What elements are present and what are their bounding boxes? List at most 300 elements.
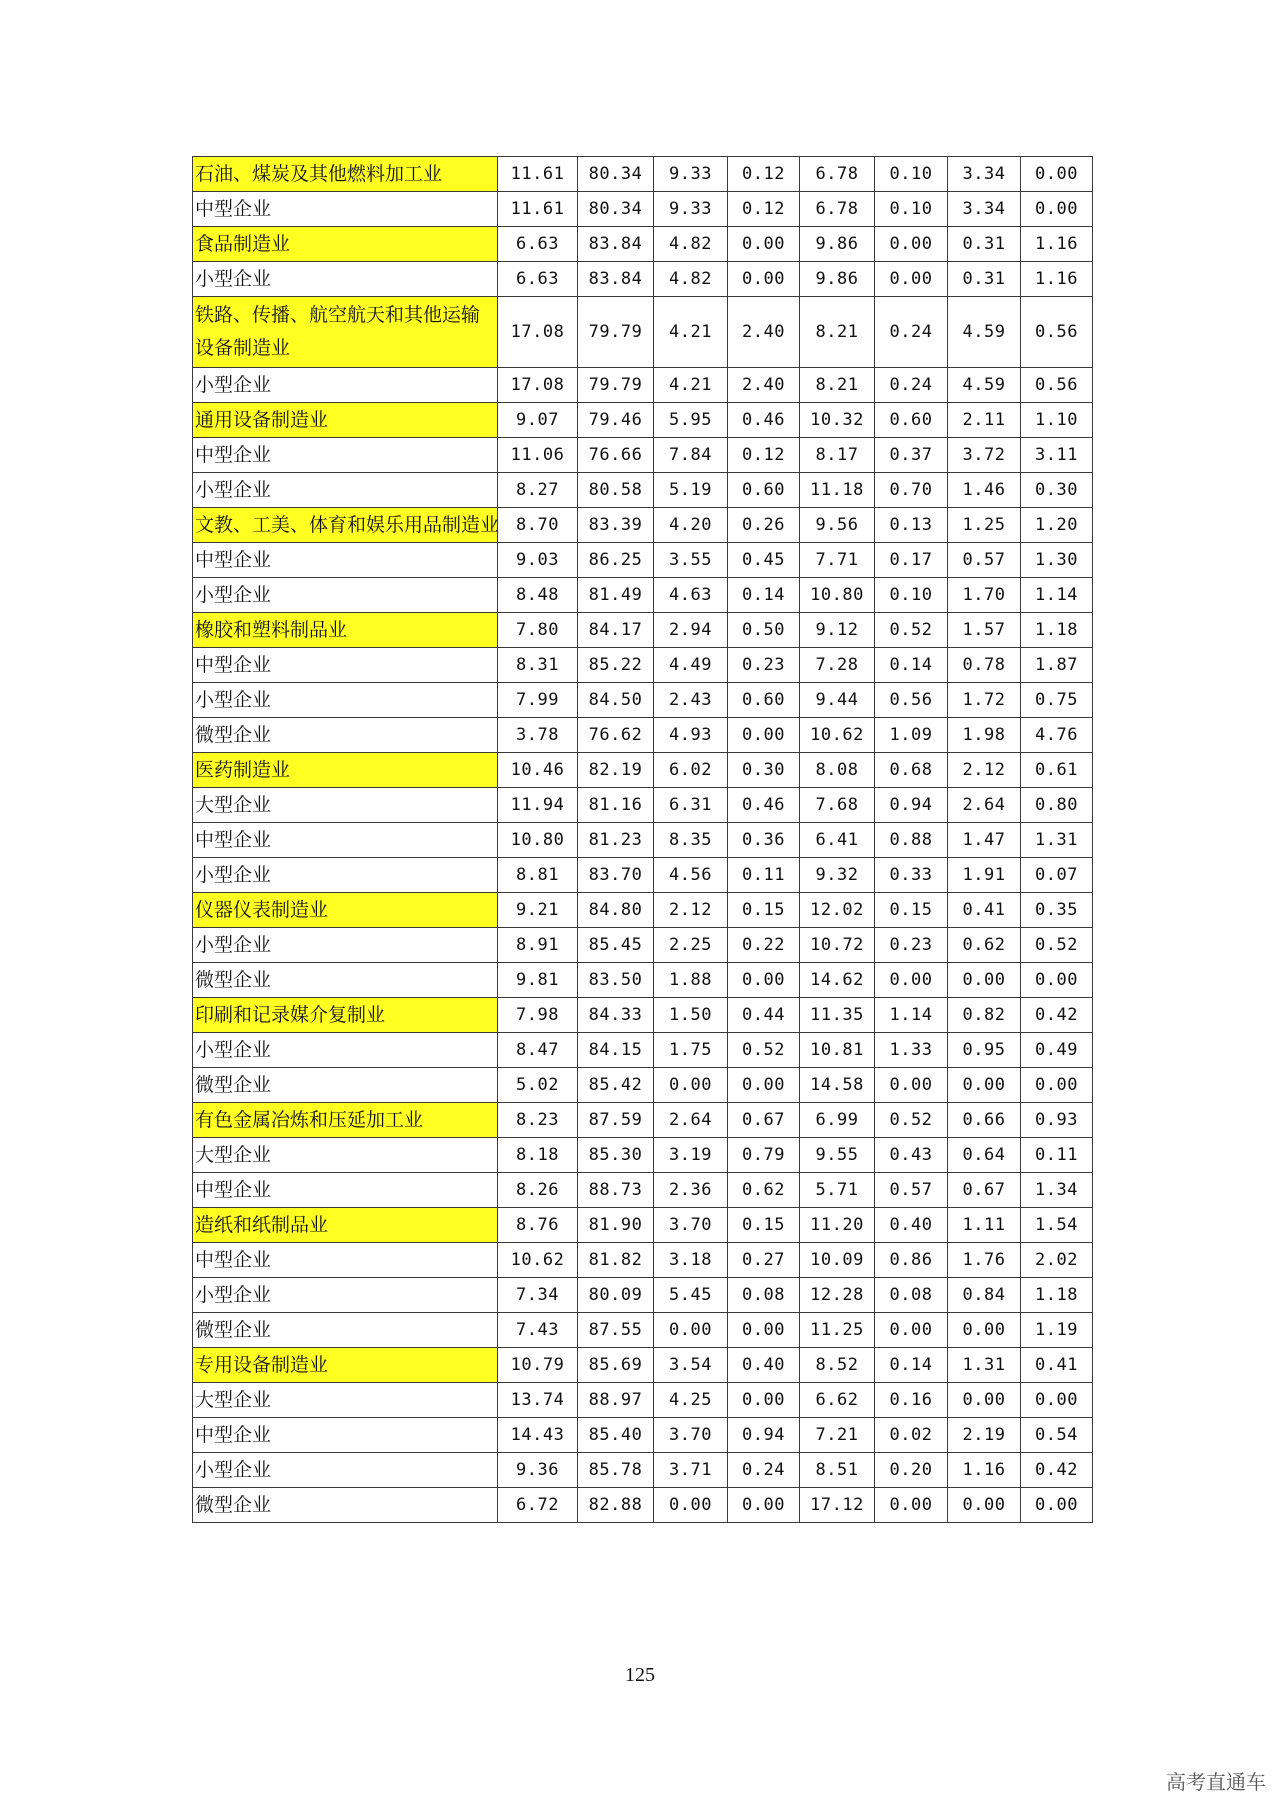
value-cell: 6.99	[800, 1103, 875, 1138]
value-cell: 17.08	[498, 368, 578, 403]
value-cell: 2.64	[948, 788, 1021, 823]
table-row	[193, 1278, 1093, 1313]
value-cell: 9.86	[800, 227, 875, 262]
value-cell: 5.95	[654, 403, 728, 438]
industry-name-cell: 橡胶和塑料制品业	[193, 613, 498, 648]
value-cell: 10.72	[800, 928, 875, 963]
value-cell: 0.78	[948, 648, 1021, 683]
value-cell: 0.60	[728, 473, 800, 508]
value-cell: 4.49	[654, 648, 728, 683]
value-cell: 17.12	[800, 1488, 875, 1523]
enterprise-size-cell: 大型企业	[193, 1138, 498, 1173]
value-cell: 10.62	[498, 1243, 578, 1278]
value-cell: 1.25	[948, 508, 1021, 543]
enterprise-size-cell: 小型企业	[193, 858, 498, 893]
value-cell: 3.78	[498, 718, 578, 753]
value-cell: 0.11	[728, 858, 800, 893]
value-cell: 14.62	[800, 963, 875, 998]
value-cell: 0.88	[875, 823, 948, 858]
industry-name-cell: 铁路、传播、航空航天和其他运输设备制造业	[193, 297, 498, 368]
value-cell: 7.99	[498, 683, 578, 718]
enterprise-size-cell: 微型企业	[193, 1068, 498, 1103]
value-cell: 8.70	[498, 508, 578, 543]
value-cell: 6.31	[654, 788, 728, 823]
value-cell: 10.62	[800, 718, 875, 753]
value-cell: 0.62	[728, 1173, 800, 1208]
enterprise-size-cell: 中型企业	[193, 438, 498, 473]
value-cell: 9.56	[800, 508, 875, 543]
value-cell: 79.79	[578, 368, 654, 403]
value-cell: 10.32	[800, 403, 875, 438]
enterprise-size-cell: 中型企业	[193, 648, 498, 683]
value-cell: 1.54	[1021, 1208, 1093, 1243]
value-cell: 0.00	[728, 718, 800, 753]
value-cell: 8.51	[800, 1453, 875, 1488]
value-cell: 8.21	[800, 297, 875, 368]
value-cell: 0.15	[875, 893, 948, 928]
value-cell: 2.11	[948, 403, 1021, 438]
value-cell: 81.49	[578, 578, 654, 613]
value-cell: 4.82	[654, 262, 728, 297]
value-cell: 0.67	[728, 1103, 800, 1138]
value-cell: 0.42	[1021, 1453, 1093, 1488]
value-cell: 0.12	[728, 192, 800, 227]
value-cell: 1.14	[875, 998, 948, 1033]
value-cell: 0.80	[1021, 788, 1093, 823]
value-cell: 9.44	[800, 683, 875, 718]
value-cell: 0.61	[1021, 753, 1093, 788]
value-cell: 1.09	[875, 718, 948, 753]
value-cell: 2.02	[1021, 1243, 1093, 1278]
value-cell: 8.35	[654, 823, 728, 858]
value-cell: 0.23	[728, 648, 800, 683]
value-cell: 8.08	[800, 753, 875, 788]
value-cell: 11.61	[498, 157, 578, 192]
value-cell: 0.70	[875, 473, 948, 508]
value-cell: 0.52	[875, 1103, 948, 1138]
value-cell: 9.55	[800, 1138, 875, 1173]
enterprise-size-cell: 微型企业	[193, 718, 498, 753]
value-cell: 83.70	[578, 858, 654, 893]
value-cell: 7.21	[800, 1418, 875, 1453]
value-cell: 87.59	[578, 1103, 654, 1138]
value-cell: 1.75	[654, 1033, 728, 1068]
value-cell: 0.68	[875, 753, 948, 788]
value-cell: 0.10	[875, 192, 948, 227]
value-cell: 0.84	[948, 1278, 1021, 1313]
industry-name-cell: 造纸和纸制品业	[193, 1208, 498, 1243]
value-cell: 0.36	[728, 823, 800, 858]
value-cell: 0.16	[875, 1383, 948, 1418]
industry-row	[193, 753, 1093, 788]
value-cell: 88.97	[578, 1383, 654, 1418]
value-cell: 82.88	[578, 1488, 654, 1523]
value-cell: 10.46	[498, 753, 578, 788]
value-cell: 1.11	[948, 1208, 1021, 1243]
page-number: 125	[625, 1664, 655, 1686]
value-cell: 1.72	[948, 683, 1021, 718]
value-cell: 84.33	[578, 998, 654, 1033]
value-cell: 9.33	[654, 157, 728, 192]
value-cell: 0.57	[875, 1173, 948, 1208]
table-row	[193, 578, 1093, 613]
value-cell: 0.02	[875, 1418, 948, 1453]
value-cell: 6.63	[498, 227, 578, 262]
table-row	[193, 928, 1093, 963]
value-cell: 0.40	[728, 1348, 800, 1383]
value-cell: 0.52	[875, 613, 948, 648]
table-row	[193, 1418, 1093, 1453]
value-cell: 0.57	[948, 543, 1021, 578]
value-cell: 5.71	[800, 1173, 875, 1208]
value-cell: 9.07	[498, 403, 578, 438]
industry-row	[193, 998, 1093, 1033]
value-cell: 1.91	[948, 858, 1021, 893]
enterprise-size-cell: 中型企业	[193, 1243, 498, 1278]
enterprise-size-cell: 小型企业	[193, 1033, 498, 1068]
value-cell: 85.30	[578, 1138, 654, 1173]
value-cell: 0.00	[948, 1488, 1021, 1523]
enterprise-size-cell: 大型企业	[193, 788, 498, 823]
table-row	[193, 1453, 1093, 1488]
value-cell: 2.12	[948, 753, 1021, 788]
value-cell: 80.09	[578, 1278, 654, 1313]
value-cell: 3.19	[654, 1138, 728, 1173]
value-cell: 0.45	[728, 543, 800, 578]
value-cell: 9.21	[498, 893, 578, 928]
value-cell: 0.00	[1021, 963, 1093, 998]
value-cell: 79.46	[578, 403, 654, 438]
data-table	[192, 156, 1093, 1523]
value-cell: 10.09	[800, 1243, 875, 1278]
value-cell: 86.25	[578, 543, 654, 578]
value-cell: 82.19	[578, 753, 654, 788]
value-cell: 1.16	[948, 1453, 1021, 1488]
value-cell: 0.40	[875, 1208, 948, 1243]
value-cell: 4.82	[654, 227, 728, 262]
value-cell: 8.48	[498, 578, 578, 613]
value-cell: 1.50	[654, 998, 728, 1033]
value-cell: 0.22	[728, 928, 800, 963]
enterprise-size-cell: 大型企业	[193, 1383, 498, 1418]
value-cell: 1.98	[948, 718, 1021, 753]
value-cell: 0.30	[1021, 473, 1093, 508]
value-cell: 6.02	[654, 753, 728, 788]
value-cell: 0.56	[1021, 297, 1093, 368]
value-cell: 9.32	[800, 858, 875, 893]
table-body	[193, 157, 1093, 1523]
table-row	[193, 1313, 1093, 1348]
enterprise-size-cell: 小型企业	[193, 683, 498, 718]
value-cell: 1.10	[1021, 403, 1093, 438]
value-cell: 2.40	[728, 368, 800, 403]
value-cell: 84.50	[578, 683, 654, 718]
value-cell: 7.98	[498, 998, 578, 1033]
value-cell: 0.00	[728, 227, 800, 262]
value-cell: 4.59	[948, 368, 1021, 403]
value-cell: 10.81	[800, 1033, 875, 1068]
value-cell: 0.07	[1021, 858, 1093, 893]
enterprise-size-cell: 小型企业	[193, 262, 498, 297]
value-cell: 17.08	[498, 297, 578, 368]
industry-name-cell: 医药制造业	[193, 753, 498, 788]
value-cell: 10.80	[800, 578, 875, 613]
value-cell: 80.34	[578, 157, 654, 192]
value-cell: 8.18	[498, 1138, 578, 1173]
enterprise-size-cell: 小型企业	[193, 928, 498, 963]
value-cell: 13.74	[498, 1383, 578, 1418]
value-cell: 3.18	[654, 1243, 728, 1278]
value-cell: 8.23	[498, 1103, 578, 1138]
value-cell: 84.17	[578, 613, 654, 648]
value-cell: 0.35	[1021, 893, 1093, 928]
value-cell: 0.10	[875, 578, 948, 613]
value-cell: 7.80	[498, 613, 578, 648]
value-cell: 0.08	[728, 1278, 800, 1313]
value-cell: 0.66	[948, 1103, 1021, 1138]
value-cell: 0.12	[728, 157, 800, 192]
table-row	[193, 438, 1093, 473]
value-cell: 0.41	[1021, 1348, 1093, 1383]
value-cell: 0.00	[654, 1488, 728, 1523]
value-cell: 1.14	[1021, 578, 1093, 613]
enterprise-size-cell: 小型企业	[193, 578, 498, 613]
value-cell: 0.00	[875, 963, 948, 998]
table-row	[193, 648, 1093, 683]
table-row	[193, 823, 1093, 858]
value-cell: 3.54	[654, 1348, 728, 1383]
value-cell: 1.46	[948, 473, 1021, 508]
table-row	[193, 1243, 1093, 1278]
value-cell: 3.70	[654, 1208, 728, 1243]
value-cell: 5.19	[654, 473, 728, 508]
value-cell: 0.75	[1021, 683, 1093, 718]
value-cell: 1.18	[1021, 613, 1093, 648]
table-row	[193, 262, 1093, 297]
value-cell: 1.20	[1021, 508, 1093, 543]
value-cell: 85.22	[578, 648, 654, 683]
enterprise-size-cell: 中型企业	[193, 543, 498, 578]
industry-row	[193, 403, 1093, 438]
value-cell: 0.67	[948, 1173, 1021, 1208]
value-cell: 4.21	[654, 297, 728, 368]
table-row	[193, 1173, 1093, 1208]
industry-name-cell: 文教、工美、体育和娱乐用品制造业	[193, 508, 498, 543]
value-cell: 0.00	[875, 1068, 948, 1103]
value-cell: 2.36	[654, 1173, 728, 1208]
value-cell: 0.49	[1021, 1033, 1093, 1068]
value-cell: 0.00	[1021, 1068, 1093, 1103]
value-cell: 0.27	[728, 1243, 800, 1278]
value-cell: 8.91	[498, 928, 578, 963]
value-cell: 76.62	[578, 718, 654, 753]
industry-name-cell: 印刷和记录媒介复制业	[193, 998, 498, 1033]
value-cell: 0.95	[948, 1033, 1021, 1068]
value-cell: 4.21	[654, 368, 728, 403]
value-cell: 0.00	[728, 1488, 800, 1523]
table-row	[193, 473, 1093, 508]
value-cell: 10.79	[498, 1348, 578, 1383]
value-cell: 0.12	[728, 438, 800, 473]
value-cell: 0.00	[948, 1313, 1021, 1348]
value-cell: 7.84	[654, 438, 728, 473]
value-cell: 85.42	[578, 1068, 654, 1103]
table-row	[193, 963, 1093, 998]
value-cell: 2.43	[654, 683, 728, 718]
value-cell: 11.94	[498, 788, 578, 823]
value-cell: 8.76	[498, 1208, 578, 1243]
value-cell: 12.28	[800, 1278, 875, 1313]
value-cell: 1.87	[1021, 648, 1093, 683]
value-cell: 0.79	[728, 1138, 800, 1173]
value-cell: 11.25	[800, 1313, 875, 1348]
value-cell: 4.63	[654, 578, 728, 613]
value-cell: 8.81	[498, 858, 578, 893]
value-cell: 7.28	[800, 648, 875, 683]
industry-name-cell: 通用设备制造业	[193, 403, 498, 438]
value-cell: 0.00	[728, 1383, 800, 1418]
value-cell: 0.93	[1021, 1103, 1093, 1138]
value-cell: 0.17	[875, 543, 948, 578]
industry-row	[193, 297, 1093, 368]
value-cell: 9.36	[498, 1453, 578, 1488]
value-cell: 1.30	[1021, 543, 1093, 578]
value-cell: 84.80	[578, 893, 654, 928]
enterprise-size-cell: 小型企业	[193, 1278, 498, 1313]
value-cell: 0.43	[875, 1138, 948, 1173]
value-cell: 5.02	[498, 1068, 578, 1103]
value-cell: 11.35	[800, 998, 875, 1033]
value-cell: 2.40	[728, 297, 800, 368]
value-cell: 9.12	[800, 613, 875, 648]
value-cell: 0.50	[728, 613, 800, 648]
value-cell: 6.41	[800, 823, 875, 858]
value-cell: 3.70	[654, 1418, 728, 1453]
value-cell: 8.27	[498, 473, 578, 508]
value-cell: 1.18	[1021, 1278, 1093, 1313]
industry-name-cell: 食品制造业	[193, 227, 498, 262]
value-cell: 0.14	[875, 648, 948, 683]
value-cell: 2.19	[948, 1418, 1021, 1453]
value-cell: 0.00	[1021, 157, 1093, 192]
value-cell: 1.57	[948, 613, 1021, 648]
table-row	[193, 718, 1093, 753]
value-cell: 0.00	[1021, 1488, 1093, 1523]
value-cell: 11.61	[498, 192, 578, 227]
value-cell: 0.94	[728, 1418, 800, 1453]
value-cell: 12.02	[800, 893, 875, 928]
value-cell: 0.31	[948, 227, 1021, 262]
value-cell: 83.84	[578, 227, 654, 262]
value-cell: 0.60	[728, 683, 800, 718]
value-cell: 0.00	[1021, 192, 1093, 227]
value-cell: 0.14	[875, 1348, 948, 1383]
table-row	[193, 1383, 1093, 1418]
value-cell: 14.43	[498, 1418, 578, 1453]
value-cell: 0.14	[728, 578, 800, 613]
value-cell: 1.16	[1021, 227, 1093, 262]
enterprise-size-cell: 小型企业	[193, 473, 498, 508]
value-cell: 84.15	[578, 1033, 654, 1068]
value-cell: 0.00	[1021, 1383, 1093, 1418]
value-cell: 9.86	[800, 262, 875, 297]
value-cell: 0.11	[1021, 1138, 1093, 1173]
value-cell: 0.00	[948, 1068, 1021, 1103]
value-cell: 7.71	[800, 543, 875, 578]
value-cell: 2.12	[654, 893, 728, 928]
value-cell: 14.58	[800, 1068, 875, 1103]
value-cell: 0.15	[728, 1208, 800, 1243]
value-cell: 85.69	[578, 1348, 654, 1383]
value-cell: 3.55	[654, 543, 728, 578]
value-cell: 0.00	[654, 1313, 728, 1348]
value-cell: 0.37	[875, 438, 948, 473]
value-cell: 11.06	[498, 438, 578, 473]
value-cell: 1.19	[1021, 1313, 1093, 1348]
value-cell: 6.78	[800, 192, 875, 227]
value-cell: 0.24	[728, 1453, 800, 1488]
value-cell: 83.39	[578, 508, 654, 543]
value-cell: 1.47	[948, 823, 1021, 858]
enterprise-size-cell: 中型企业	[193, 1418, 498, 1453]
enterprise-size-cell: 微型企业	[193, 963, 498, 998]
value-cell: 0.00	[728, 1068, 800, 1103]
value-cell: 0.13	[875, 508, 948, 543]
value-cell: 88.73	[578, 1173, 654, 1208]
value-cell: 8.31	[498, 648, 578, 683]
value-cell: 87.55	[578, 1313, 654, 1348]
value-cell: 1.16	[1021, 262, 1093, 297]
industry-row	[193, 613, 1093, 648]
value-cell: 0.64	[948, 1138, 1021, 1173]
value-cell: 0.30	[728, 753, 800, 788]
value-cell: 0.42	[1021, 998, 1093, 1033]
value-cell: 1.76	[948, 1243, 1021, 1278]
value-cell: 0.00	[654, 1068, 728, 1103]
value-cell: 8.21	[800, 368, 875, 403]
value-cell: 79.79	[578, 297, 654, 368]
table-row	[193, 1488, 1093, 1523]
industry-name-cell: 石油、煤炭及其他燃料加工业	[193, 157, 498, 192]
value-cell: 0.44	[728, 998, 800, 1033]
value-cell: 0.23	[875, 928, 948, 963]
value-cell: 0.00	[728, 262, 800, 297]
value-cell: 7.43	[498, 1313, 578, 1348]
industry-row	[193, 1103, 1093, 1138]
value-cell: 1.34	[1021, 1173, 1093, 1208]
value-cell: 10.80	[498, 823, 578, 858]
value-cell: 0.31	[948, 262, 1021, 297]
table-row	[193, 683, 1093, 718]
industry-row	[193, 1348, 1093, 1383]
value-cell: 2.94	[654, 613, 728, 648]
value-cell: 1.70	[948, 578, 1021, 613]
enterprise-size-cell: 小型企业	[193, 368, 498, 403]
value-cell: 0.52	[728, 1033, 800, 1068]
value-cell: 6.78	[800, 157, 875, 192]
value-cell: 0.24	[875, 297, 948, 368]
enterprise-size-cell: 微型企业	[193, 1313, 498, 1348]
value-cell: 8.47	[498, 1033, 578, 1068]
enterprise-size-cell: 小型企业	[193, 1453, 498, 1488]
value-cell: 0.10	[875, 157, 948, 192]
value-cell: 76.66	[578, 438, 654, 473]
value-cell: 0.52	[1021, 928, 1093, 963]
value-cell: 3.11	[1021, 438, 1093, 473]
value-cell: 9.03	[498, 543, 578, 578]
value-cell: 80.34	[578, 192, 654, 227]
value-cell: 6.63	[498, 262, 578, 297]
